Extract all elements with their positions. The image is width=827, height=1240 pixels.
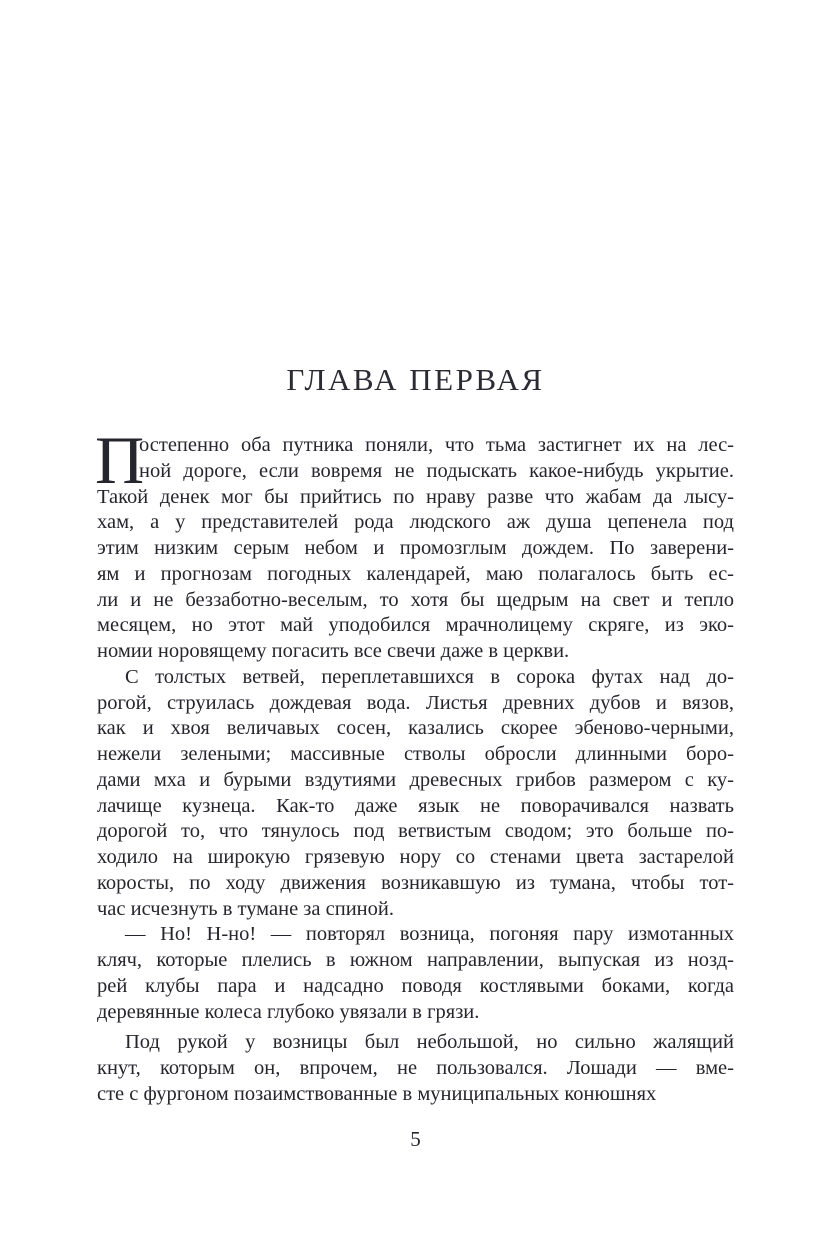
text-line: кнут, которым он, впрочем, не пользовался. Лошади — вме- xyxy=(97,1057,734,1079)
text-line: деревянные колеса глубоко увязали в грязи. xyxy=(97,1000,480,1023)
text-line: ли и не беззаботно-веселым, то хотя бы щедрым на свет и тепло xyxy=(97,588,734,611)
text-line: час исчезнуть в тумане за спиной. xyxy=(97,897,394,920)
text-line: номии норовящему погасить все свечи даже в церкви. xyxy=(97,640,570,662)
text-line: коросты, по ходу движения возникавшую из тумана, чтобы тот- xyxy=(97,871,734,894)
paragraph xyxy=(95,422,734,665)
body-text xyxy=(95,422,734,1108)
text-line: дорогой то, что тянулось под ветвистым сводом; это больше по- xyxy=(97,820,734,843)
text-line: как и хвоя величавых сосен, казались скорее эбеново-черными, xyxy=(97,717,734,740)
text-line: Под рукой у возницы был небольшой, но сильно жалящий xyxy=(125,1031,734,1054)
text-line: сте с фургоном позаимствованные в муниципальных конюшнях xyxy=(97,1082,657,1105)
text-line: — Но! Н-но! — повторял возница, погоняя пару измотанных xyxy=(125,923,734,946)
paragraph xyxy=(97,922,734,1025)
text-line: дами мха и бурыми вздутиями древесных грибов размером с ку- xyxy=(97,768,734,791)
text-line: нежели зелеными; массивные стволы обросли длинными боро- xyxy=(97,743,734,765)
paragraph xyxy=(97,1030,734,1107)
text-line: месяцем, но этот май уподобился мрачнолицему скряге, из эко- xyxy=(97,614,734,637)
text-line: этим низким серым небом и промозглым дождем. По заверени- xyxy=(97,537,734,559)
text-line: С толстых ветвей, переплетавшихся в сорока футах над до- xyxy=(125,665,734,688)
paragraph xyxy=(97,665,734,923)
text-line: рогой, струилась дождевая вода. Листья древних дубов и вязов, xyxy=(97,691,734,714)
text-line: лачище кузнеца. Как-то даже язык не поворачивался назвать xyxy=(97,794,734,817)
chapter-title: ГЛАВА ПЕРВАЯ xyxy=(286,362,545,397)
text-line: ной дороге, если вовремя не подыскать какое-нибудь укрытие. xyxy=(139,459,734,482)
text-line: ходило на широкую грязевую нору со стенами цвета застарелой xyxy=(97,846,734,868)
page-number: 5 xyxy=(410,1127,421,1151)
text-line: остепенно оба путника поняли, что тьма застигнет их на лес- xyxy=(139,434,734,456)
drop-cap: П xyxy=(95,422,145,498)
text-line: Такой денек мог бы прийтись по нраву разве что жабам да лысу- xyxy=(97,485,734,508)
text-line: хам, а у представителей рода людского аж душа цепенела под xyxy=(97,511,734,534)
text-line: рей клубы пара и надсадно поводя костлявыми боками, когда xyxy=(97,974,734,997)
text-line: кляч, которые плелись в южном направлении, выпуская из нозд- xyxy=(97,949,734,971)
text-line: ям и прогнозам погодных календарей, маю полагалось быть ес- xyxy=(97,562,734,585)
